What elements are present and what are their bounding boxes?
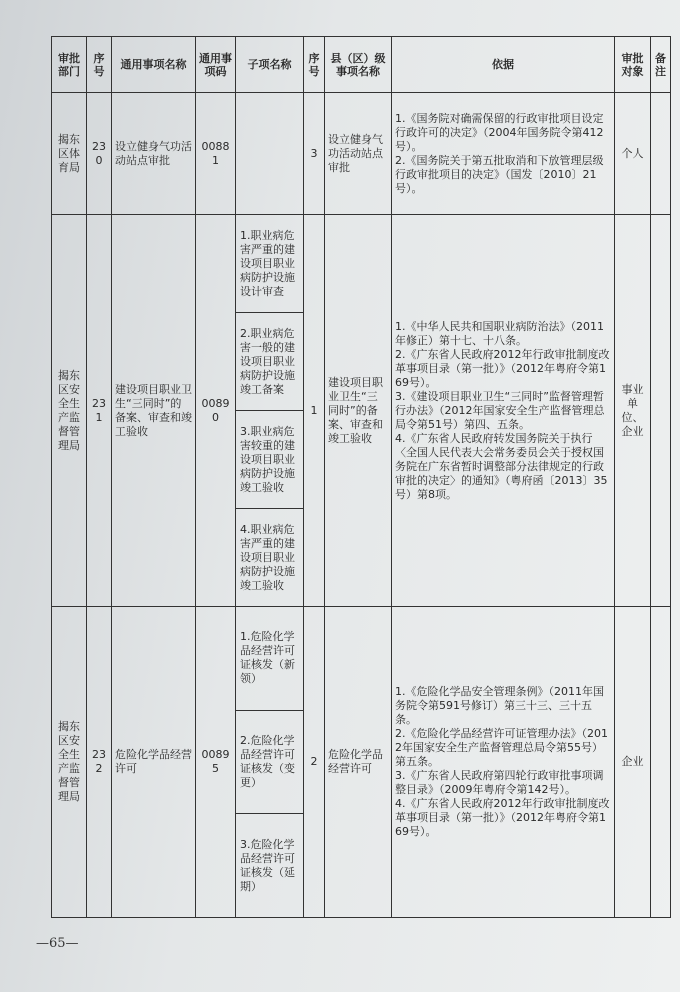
page-number: —65—	[36, 936, 79, 951]
sub-item: 1.危险化学品经营许可证核发（新领）	[236, 607, 303, 711]
sub-seq-cell: 1	[304, 215, 325, 607]
note-cell	[651, 215, 671, 607]
dept-cell: 揭东区体育局	[52, 93, 87, 215]
basis-item: 4.《广东省人民政府2012年行政审批制度改革事项目录（第一批）》（2012年粤府令第169号）。	[395, 797, 610, 838]
note-cell	[651, 93, 671, 215]
basis-item: 2.《危险化学品经营许可证管理办法》（2012年国家安全生产监督管理总局令第55号）第五条。	[395, 727, 608, 768]
header-sub-seq: 序号	[304, 37, 325, 93]
item-code-cell: 00881	[196, 93, 236, 215]
sub-item: 3.职业病危害较重的建设项目职业病防护设施竣工验收	[236, 411, 303, 509]
item-code-cell: 00895	[196, 607, 236, 918]
header-dept: 审批部门	[52, 37, 87, 93]
item-name-cell: 建设项目职业卫生“三同时”的备案、审查和竣工验收	[112, 215, 196, 607]
target-cell: 企业	[615, 607, 651, 918]
header-note: 备注	[651, 37, 671, 93]
sub-item: 3.危险化学品经营许可证核发（延期）	[240, 837, 295, 893]
basis-cell	[392, 215, 615, 607]
seq-cell: 231	[87, 215, 112, 607]
sub-name-cell	[236, 215, 304, 607]
header-sub-name: 子项名称	[236, 37, 304, 93]
seq-cell: 232	[87, 607, 112, 918]
sub-items-list	[236, 607, 303, 917]
dept-cell: 揭东区安全生产监督管理局	[52, 215, 87, 607]
sub-item: 4.职业病危害严重的建设项目职业病防护设施竣工验收	[240, 522, 295, 592]
header-seq: 序号	[87, 37, 112, 93]
basis-item: 1.《中华人民共和国职业病防治法》（2011年修正）第十七、十八条。	[395, 319, 604, 347]
sub-item: 1.职业病危害严重的建设项目职业病防护设施设计审查	[236, 215, 303, 313]
basis-cell	[392, 93, 615, 215]
basis-item: 1.《国务院对确需保留的行政审批项目设定行政许可的决定》（2004年国务院令第412号）。	[395, 111, 604, 153]
basis-item: 1.《危险化学品安全管理条例》（2011年国务院令第591号修订）第三十三、三十五条。	[395, 685, 604, 726]
county-name-cell: 设立健身气功活动站点审批	[325, 93, 392, 215]
item-code-cell: 00890	[196, 215, 236, 607]
table-row	[52, 93, 671, 215]
basis-item: 2.《广东省人民政府2012年行政审批制度改革事项目录（第一批）》（2012年粤府令第169号）。	[395, 347, 610, 389]
header-basis: 依据	[392, 37, 615, 93]
target-cell: 事业单位、企业	[615, 215, 651, 607]
basis-cell	[392, 607, 615, 918]
item-name-cell: 危险化学品经营许可	[112, 607, 196, 918]
sub-item: 2.职业病危害一般的建设项目职业病防护设施竣工备案	[236, 313, 303, 411]
header-item-name: 通用事项名称	[112, 37, 196, 93]
sub-items-list	[236, 215, 303, 606]
table-row	[52, 215, 671, 607]
table-row	[52, 607, 671, 918]
header-target: 审批对象	[615, 37, 651, 93]
sub-seq-cell: 2	[304, 607, 325, 918]
seq-cell: 230	[87, 93, 112, 215]
target-cell: 个人	[615, 93, 651, 215]
header-county-name: 县（区）级事项名称	[325, 37, 392, 93]
basis-item: 2.《国务院关于第五批取消和下放管理层级行政审批项目的决定》（国发〔2010〕21号）。	[395, 153, 604, 195]
basis-item: 4.《广东省人民政府转发国务院关于执行〈全国人民代表大会常务委员会关于授权国务院在广东省暂时调整部分法律规定的行政审批的决定〉的通知》（粤府函〔2013〕35号）第8项。	[395, 431, 608, 501]
approval-items-table	[51, 36, 671, 918]
dept-cell: 揭东区安全生产监督管理局	[52, 607, 87, 918]
county-name-cell: 危险化学品经营许可	[325, 607, 392, 918]
basis-item: 3.《广东省人民政府第四轮行政审批事项调整目录》（2009年粤府令第142号）。	[395, 769, 604, 796]
sub-seq-cell: 3	[304, 93, 325, 215]
basis-item: 3.《建设项目职业卫生“三同时”监督管理暂行办法》（2012年国家安全生产监督管理总局令第51号）第四、五条。	[395, 389, 605, 431]
county-name-cell: 建设项目职业卫生“三同时”的备案、审查和竣工验收	[325, 215, 392, 607]
header-item-code: 通用事项码	[196, 37, 236, 93]
table-header-row	[52, 37, 671, 93]
sub-item: 2.危险化学品经营许可证核发（变更）	[236, 711, 303, 815]
item-name-cell: 设立健身气功活动站点审批	[112, 93, 196, 215]
sub-name-cell	[236, 607, 304, 918]
note-cell	[651, 607, 671, 918]
sub-name-cell	[236, 93, 304, 215]
